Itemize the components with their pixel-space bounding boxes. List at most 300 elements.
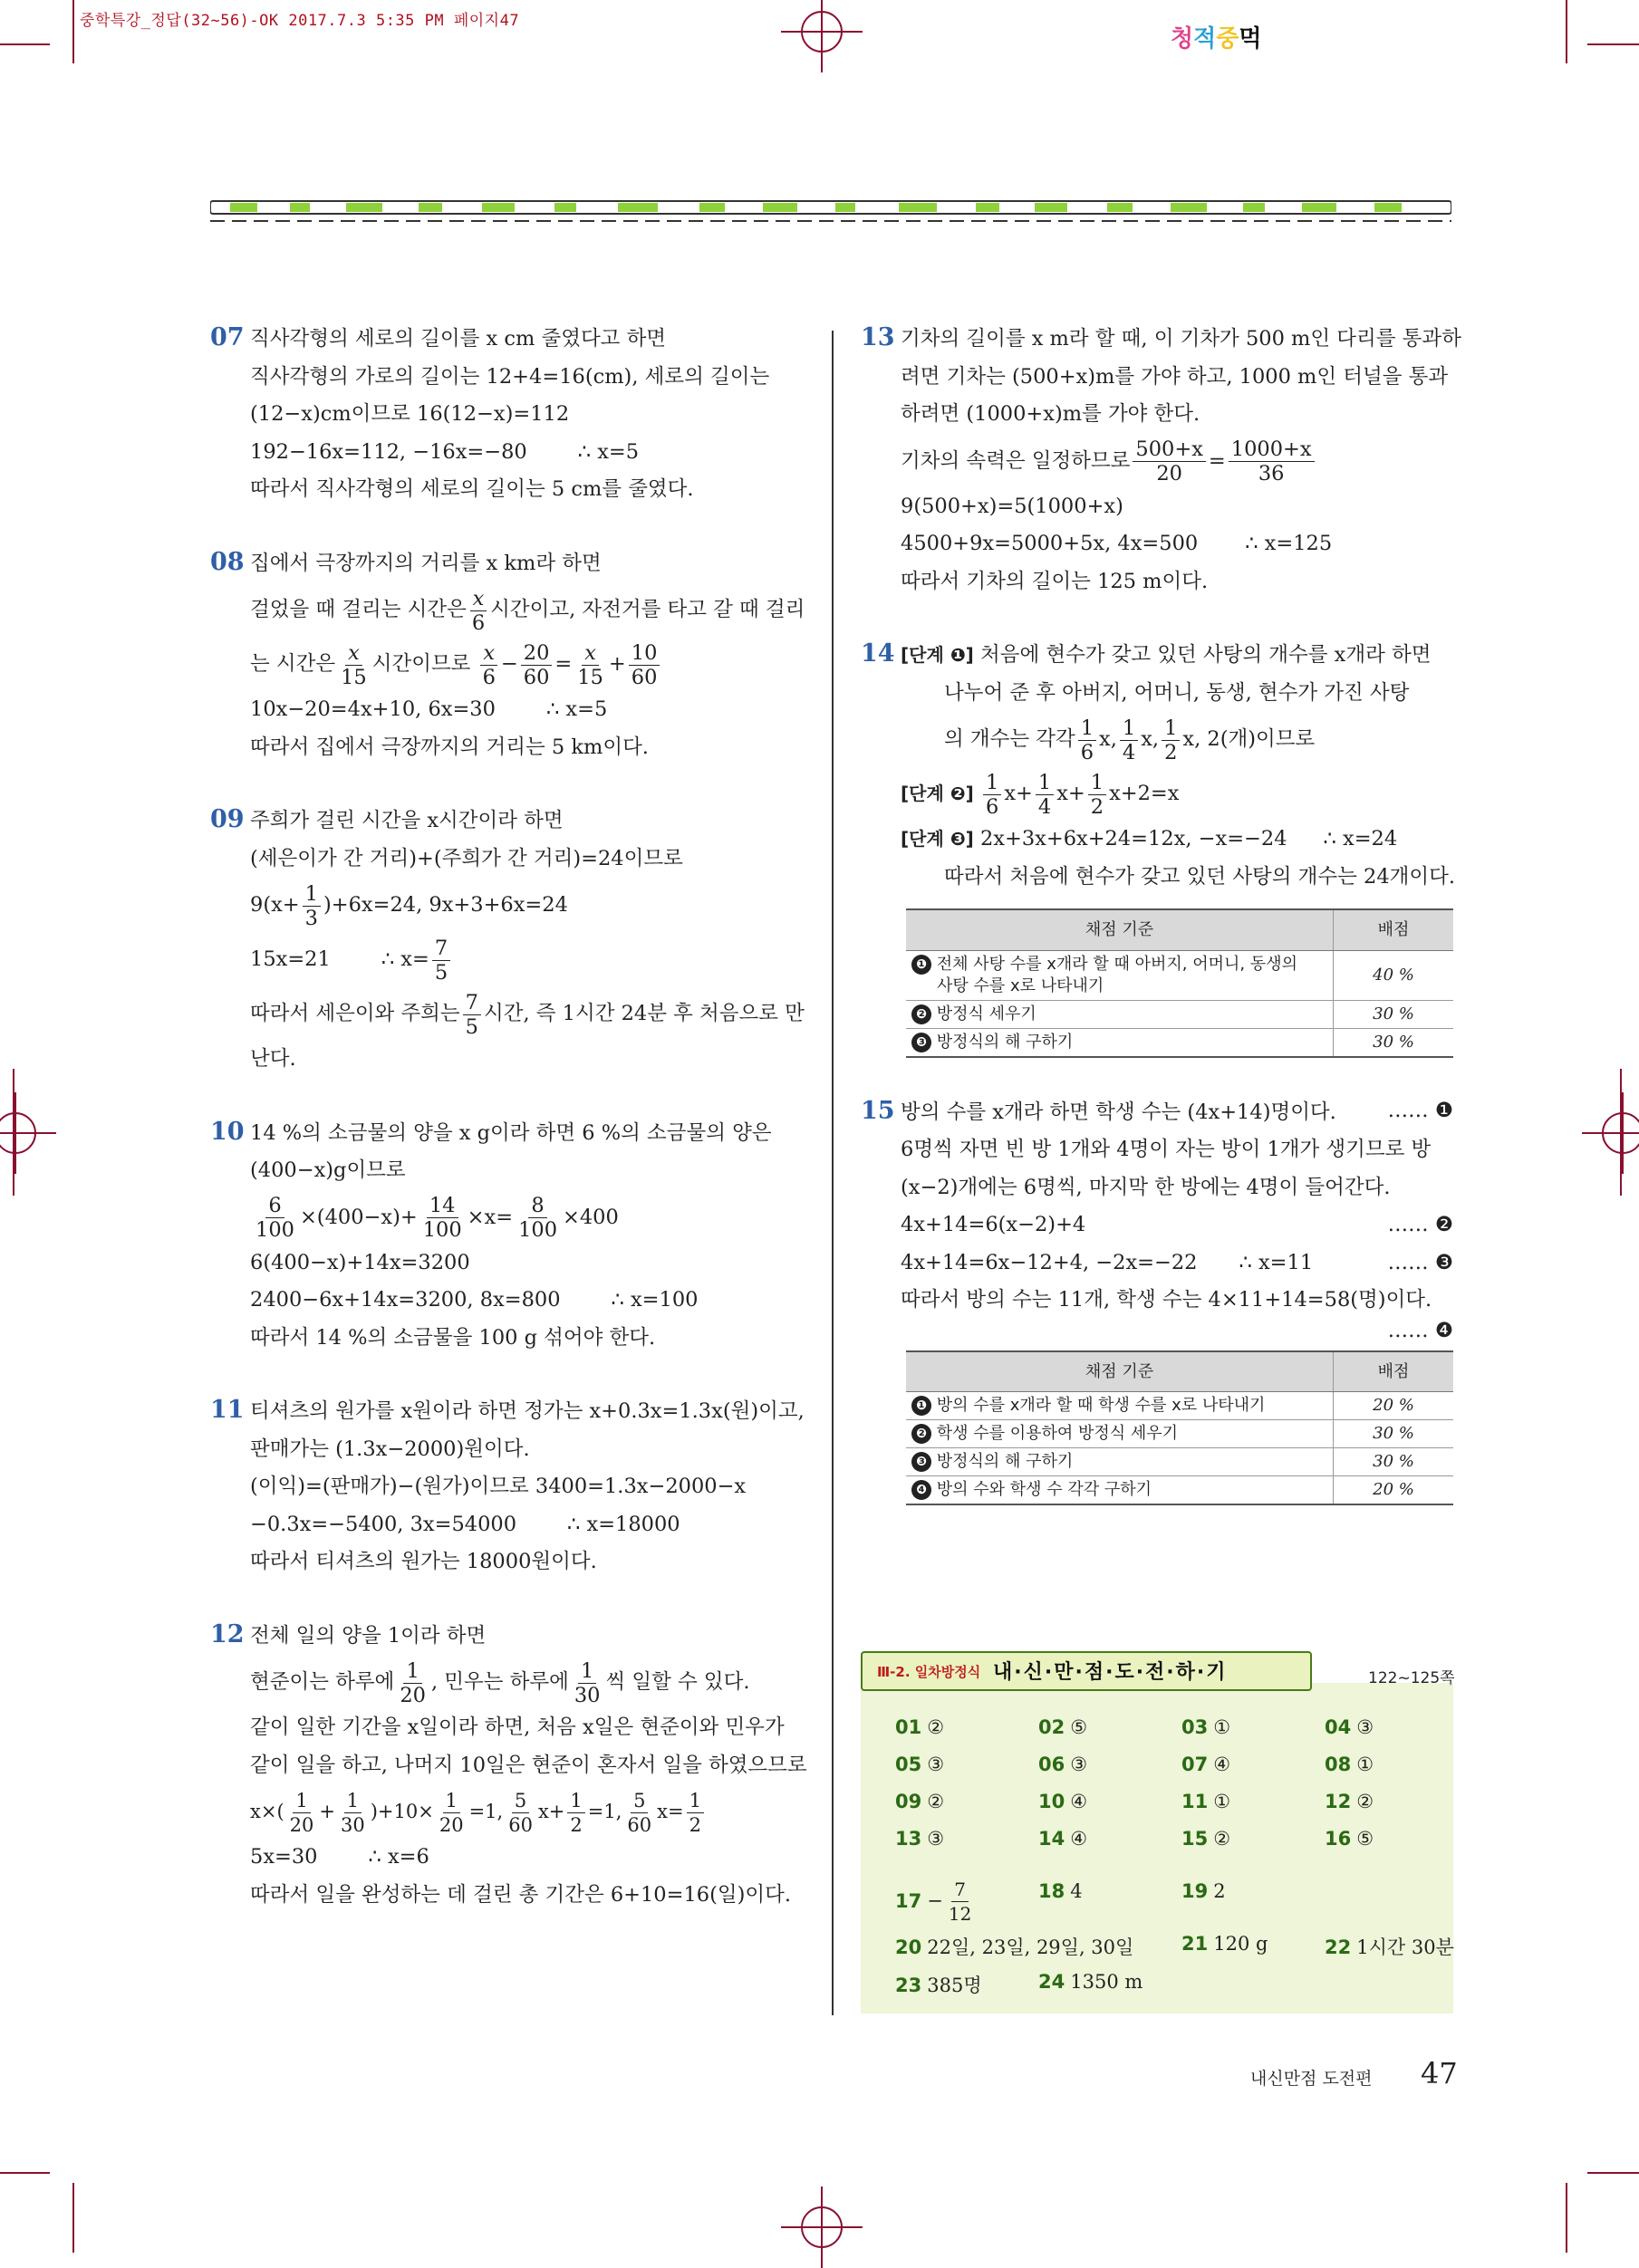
grading-table-14 <box>906 908 1453 1058</box>
crop-mark <box>1566 2183 1567 2253</box>
numerator: 1 <box>687 1789 704 1813</box>
answer-value: ④ <box>1070 1828 1088 1850</box>
operator: − <box>500 652 518 676</box>
fraction <box>946 1878 974 1926</box>
crop-mark <box>13 1069 14 1196</box>
answer-item <box>1038 1754 1087 1775</box>
circle-number: ❸ <box>911 1452 931 1472</box>
score-cell: 30 % <box>1334 1448 1454 1476</box>
problem-13 <box>861 319 1461 601</box>
cell-text: 방의 수와 학생 수 각각 구하기 <box>936 1480 1152 1499</box>
fraction <box>1120 716 1138 764</box>
answer-value: ⑤ <box>1070 1716 1088 1738</box>
solution: ∴ x=11 <box>1239 1250 1314 1274</box>
problem-number: 10 <box>210 1117 245 1146</box>
problem-number: 12 <box>210 1619 245 1648</box>
fraction <box>1229 437 1315 485</box>
answer-item <box>1325 1933 1454 1960</box>
text-line: (이익)=(판매가)−(원가)이므로 3400=1.3x−2000−x <box>250 1475 747 1498</box>
answer-number: 19 <box>1181 1880 1209 1902</box>
table-row <box>906 1028 1453 1057</box>
answer-value: ② <box>927 1791 945 1812</box>
answer-number: 22 <box>1325 1936 1352 1958</box>
answer-value: ③ <box>927 1754 945 1775</box>
operator: = <box>554 652 573 676</box>
table-row <box>906 1000 1453 1028</box>
section-tag: Ⅲ-2. 일차방정식 <box>877 1664 981 1680</box>
denominator: 6 <box>1080 740 1094 764</box>
numerator: 7 <box>951 1878 969 1902</box>
answer-number: 17 <box>895 1889 922 1912</box>
answer-item <box>895 1971 982 1998</box>
answer-value: 4 <box>1070 1880 1083 1902</box>
answer-item <box>895 1878 977 1926</box>
denominator: 30 <box>340 1814 365 1836</box>
numerator: 1 <box>293 1789 310 1813</box>
answer-number: 18 <box>1038 1880 1065 1902</box>
table-header: 채점 기준 <box>906 909 1334 950</box>
operator: x+ <box>1004 782 1033 805</box>
denominator: 5 <box>434 960 448 985</box>
table-row <box>906 1448 1453 1476</box>
text: 시간이므로 <box>371 652 471 676</box>
fraction <box>338 1789 368 1837</box>
numerator: 7 <box>432 937 450 961</box>
answer-item <box>1325 1716 1374 1738</box>
denominator: 2 <box>570 1814 583 1836</box>
text-line: (x−2)개에는 6명씩, 마지막 한 방에는 4명이 들어간다. <box>901 1175 1391 1199</box>
text-line: 따라서 기차의 길이는 125 m이다. <box>901 569 1209 593</box>
answer-value: 2 <box>1213 1880 1226 1902</box>
denominator: 36 <box>1258 462 1285 485</box>
numerator: 1 <box>1088 771 1106 795</box>
brand-char-2: 적 <box>1193 25 1217 53</box>
denominator: 60 <box>508 1814 533 1836</box>
problem-12 <box>210 1616 808 1915</box>
text-line: 직사각형의 가로의 길이는 12+4=16(cm), 세로의 길이는 <box>250 364 770 389</box>
circle-number: ❹ <box>911 1480 931 1500</box>
text-line: 기차의 길이를 x m라 할 때, 이 기차가 500 m인 다리를 통과하 <box>901 327 1461 351</box>
numerator: 1 <box>344 1789 362 1813</box>
step-marker: …… ❶ <box>1387 1098 1453 1122</box>
table-header: 배점 <box>1334 1351 1454 1392</box>
numerator: 1 <box>567 1789 584 1813</box>
equation: 192−16x=112, −16x=−80 <box>250 439 527 464</box>
denominator: 60 <box>627 1814 652 1836</box>
operator: )+10× <box>370 1801 434 1822</box>
answer-number: 02 <box>1038 1716 1065 1738</box>
denominator: 20 <box>400 1683 426 1707</box>
problem-number: 13 <box>861 323 895 351</box>
answer-number: 10 <box>1038 1791 1065 1812</box>
text-line: 판매가는 (1.3x−2000)원이다. <box>250 1437 530 1461</box>
circle-number: ❶ <box>911 1396 931 1416</box>
fraction <box>480 641 498 689</box>
operator: =1, <box>468 1801 504 1822</box>
answer-number: 09 <box>895 1791 922 1812</box>
answer-value: ④ <box>1070 1791 1088 1812</box>
answer-value: ① <box>1213 1791 1231 1812</box>
fraction <box>303 882 321 930</box>
answer-number: 04 <box>1325 1716 1352 1738</box>
answer-value: ③ <box>927 1828 945 1850</box>
text-line: 티셔츠의 원가를 x원이라 하면 정가는 x+0.3x=1.3x(원)이고, <box>250 1399 805 1423</box>
fraction <box>463 991 481 1039</box>
fraction <box>437 1789 467 1837</box>
problem-07 <box>210 319 808 509</box>
denominator: 20 <box>289 1814 314 1836</box>
brand-char-4: 먹 <box>1239 25 1262 53</box>
text-line: 따라서 집에서 극장까지의 거리는 5 km이다. <box>250 735 649 759</box>
problem-number: 08 <box>210 547 245 576</box>
text-line: 따라서 14 %의 소금물을 100 g 섞어야 한다. <box>250 1325 656 1350</box>
operator: x, <box>1141 727 1160 751</box>
problem-09 <box>210 801 808 1079</box>
column-divider <box>832 331 834 2015</box>
answer-number: 11 <box>1181 1791 1209 1812</box>
denominator: 20 <box>439 1814 464 1836</box>
operator: x+ <box>537 1801 565 1822</box>
answer-item <box>1038 1880 1083 1902</box>
text-line: 따라서 처음에 현수가 갖고 있던 사탕의 개수는 24개이다. <box>944 864 1456 889</box>
problem-number: 15 <box>861 1096 895 1125</box>
crop-mark <box>72 2183 74 2253</box>
circle-number: ❸ <box>911 1033 931 1052</box>
text: )+6x=24, 9x+3+6x=24 <box>323 893 568 917</box>
text: 기차의 속력은 일정하므로 <box>901 448 1131 473</box>
section-title: 내·신·만·점·도·전·하·기 <box>993 1661 1228 1684</box>
denominator: 60 <box>631 665 658 689</box>
grading-table-15 <box>906 1350 1453 1506</box>
numerator: 1000+x <box>1229 437 1315 462</box>
answer-value: 1시간 30분 <box>1356 1936 1454 1958</box>
numerator: 6 <box>265 1194 284 1218</box>
answer-item <box>1038 1971 1142 1993</box>
numerator: 1 <box>578 1659 596 1684</box>
score-cell: 20 % <box>1334 1476 1454 1505</box>
problem-08 <box>210 543 808 767</box>
numerator: 8 <box>528 1194 546 1218</box>
crop-mark <box>72 0 74 63</box>
equation: 5x=30 <box>250 1845 318 1869</box>
operator: x= <box>657 1801 684 1822</box>
numerator: x <box>345 641 362 666</box>
answer-number: 15 <box>1181 1828 1209 1850</box>
denominator: 15 <box>341 665 367 689</box>
solution: ∴ x=18000 <box>567 1512 680 1536</box>
step-label: [단계 ❶] <box>901 644 974 666</box>
answer-number: 20 <box>895 1936 922 1958</box>
table-header: 배점 <box>1334 909 1454 950</box>
numerator: 1 <box>1162 716 1180 741</box>
table-row <box>906 1476 1453 1505</box>
text-line: 주희가 걸린 시간을 x시간이라 하면 <box>250 809 564 832</box>
operator: x, <box>1099 727 1117 751</box>
answer-item <box>895 1791 944 1812</box>
book-title: 내신만점 도전편 <box>1250 2069 1373 2089</box>
answer-item <box>895 1716 944 1738</box>
fraction <box>624 1789 654 1837</box>
decorative-header-bar <box>210 197 1451 225</box>
answer-item <box>895 1754 944 1775</box>
text: x, 2(개)이므로 <box>1182 727 1316 751</box>
problem-15 <box>861 1092 1453 1506</box>
fraction <box>420 1194 465 1242</box>
denominator: 2 <box>1090 794 1104 819</box>
text-line: 하려면 (1000+x)m를 가야 한다. <box>901 402 1200 426</box>
answer-item <box>1038 1716 1087 1738</box>
answer-item <box>1181 1716 1230 1738</box>
answer-value: ③ <box>1070 1754 1088 1775</box>
numerator: 1 <box>403 1659 421 1684</box>
registration-mark-left <box>0 1112 36 1154</box>
registration-mark-top <box>801 11 843 53</box>
text-line: 6명씩 자면 빈 방 1개와 4명이 자는 방이 1개가 생기므로 방 <box>901 1138 1432 1161</box>
denominator: 4 <box>1122 740 1136 764</box>
fraction <box>574 641 606 689</box>
fraction <box>983 771 1001 819</box>
denominator: 3 <box>304 906 318 930</box>
numerator: 1 <box>1036 771 1054 795</box>
answer-number: 24 <box>1038 1971 1065 1993</box>
text: 씩 일할 수 있다. <box>605 1670 750 1694</box>
crop-mark <box>1587 43 1639 45</box>
solution: ∴ x= <box>381 947 429 971</box>
text-line: 6(400−x)+14x=3200 <box>250 1250 470 1274</box>
fraction <box>567 1789 584 1837</box>
fraction <box>1162 716 1180 764</box>
answer-item <box>1038 1791 1087 1812</box>
answer-value: ② <box>1213 1828 1231 1850</box>
answer-number: 07 <box>1181 1754 1209 1775</box>
answer-value: ③ <box>1356 1716 1374 1738</box>
problem-number: 07 <box>210 323 245 351</box>
denominator: 4 <box>1037 794 1052 819</box>
operator: = <box>1208 448 1226 473</box>
answer-number: 12 <box>1325 1791 1352 1812</box>
fraction <box>516 1194 560 1242</box>
answer-item <box>1181 1828 1230 1850</box>
text-line: 14 %의 소금물의 양을 x g이라 하면 6 %의 소금물의 양은 <box>250 1120 772 1145</box>
text-line: 려면 기차는 (500+x)m를 가야 하고, 1000 m인 터널을 통과 <box>901 364 1449 389</box>
text-line: 따라서 티셔츠의 원가는 18000원이다. <box>250 1550 597 1573</box>
answer-value: 385명 <box>927 1975 982 1996</box>
denominator: 12 <box>948 1903 972 1925</box>
answer-value: 1350 m <box>1070 1971 1143 1993</box>
answer-item <box>1181 1880 1226 1902</box>
answer-number: 13 <box>895 1828 922 1850</box>
score-cell: 30 % <box>1334 1420 1454 1448</box>
fraction <box>506 1789 535 1837</box>
numerator: 500+x <box>1133 437 1206 462</box>
equation: 10x−20=4x+10, 6x=30 <box>250 697 496 721</box>
answer-item <box>1038 1828 1087 1850</box>
numerator: 10 <box>629 641 660 666</box>
denominator: 60 <box>523 665 550 689</box>
operator: =1, <box>587 1801 622 1822</box>
answer-value: ② <box>1356 1791 1374 1812</box>
text-line: 전체 일의 양을 1이라 하면 <box>250 1623 487 1648</box>
numerator: 20 <box>521 641 553 666</box>
circle-number: ❶ <box>911 955 931 975</box>
brand-char-3: 중 <box>1216 25 1239 53</box>
denominator: 100 <box>422 1218 462 1242</box>
equation: 15x=21 <box>250 947 331 971</box>
text-line: 같이 일을 하고, 나머지 10일은 현준이 혼자서 일을 하였으므로 <box>250 1753 807 1777</box>
fraction <box>338 641 370 689</box>
step-label: [단계 ❷] <box>901 783 974 804</box>
denominator: 5 <box>465 1014 478 1039</box>
text-line: 따라서 직사각형의 세로의 길이는 5 cm를 줄였다. <box>250 477 694 501</box>
crop-mark <box>0 43 50 45</box>
answer-value: ② <box>927 1716 945 1738</box>
answer-item <box>1325 1754 1374 1775</box>
operator: ×(400−x)+ <box>299 1205 418 1229</box>
fraction <box>253 1194 297 1242</box>
answer-item <box>1325 1828 1374 1850</box>
score-cell: 30 % <box>1334 1028 1454 1057</box>
answer-value: 120 g <box>1213 1933 1268 1955</box>
cell-text: 방정식의 해 구하기 <box>936 1452 1074 1471</box>
fraction <box>521 641 553 689</box>
operator: x+ <box>1056 782 1085 805</box>
problem-11 <box>210 1391 808 1581</box>
answer-value: − <box>927 1889 943 1912</box>
text-line: (400−x)g이므로 <box>250 1158 406 1182</box>
step-marker: …… ❸ <box>1387 1250 1453 1274</box>
score-cell: 30 % <box>1334 1000 1454 1028</box>
answer-item <box>1181 1933 1268 1955</box>
numerator: 1 <box>983 771 1001 795</box>
numerator: x <box>582 641 599 666</box>
fraction <box>432 937 450 985</box>
answer-number: 14 <box>1038 1828 1065 1850</box>
text-line: 방의 수를 x개라 하면 학생 수는 (4x+14)명이다. <box>901 1100 1336 1124</box>
answer-number: 06 <box>1038 1754 1065 1775</box>
table-row <box>906 1420 1453 1448</box>
text: 9(x+ <box>250 893 300 917</box>
cell-text: 사탕 수를 x로 나타내기 <box>937 975 1104 995</box>
problem-number: 14 <box>861 639 895 668</box>
answer-number: 16 <box>1325 1828 1352 1850</box>
denominator: 2 <box>1164 740 1178 764</box>
left-column <box>210 319 808 1948</box>
text: 현준이는 하루에 <box>250 1670 395 1694</box>
answer-value: ① <box>1356 1754 1374 1775</box>
text-line: 집에서 극장까지의 거리를 x km라 하면 <box>250 551 602 575</box>
numerator: 1 <box>443 1789 460 1813</box>
cell-text: 방정식 세우기 <box>936 1004 1036 1023</box>
circle-number: ❷ <box>911 1424 931 1444</box>
answer-number: 03 <box>1181 1716 1209 1738</box>
answer-value: ① <box>1213 1716 1231 1738</box>
problem-number: 09 <box>210 805 245 833</box>
fraction <box>572 1659 603 1707</box>
text: 의 개수는 각각 <box>944 727 1075 751</box>
cell-text: 방의 수를 x개라 할 때 학생 수를 x로 나타내기 <box>936 1396 1266 1415</box>
text: 따라서 세은이와 주희는 <box>250 1002 460 1025</box>
solution: ∴ x=5 <box>545 697 608 721</box>
numerator: x <box>480 641 497 666</box>
denominator: 100 <box>518 1218 558 1242</box>
text-line: 따라서 일을 완성하는 데 걸린 총 기간은 6+10=16(일)이다. <box>250 1882 792 1907</box>
text: 시간이고, 자전거를 타고 갈 때 걸리 <box>490 598 805 621</box>
cell-text: 전체 사탕 수를 x개라 할 때 아버지, 어머니, 동생의 <box>936 954 1297 974</box>
equation: 4500+9x=5000+5x, 4x=500 <box>901 532 1199 555</box>
numerator: 1 <box>1078 716 1096 741</box>
equation: 2x+3x+6x+24=12x, −x=−24 <box>979 827 1287 850</box>
answer-item <box>1181 1754 1230 1775</box>
problem-number: 11 <box>210 1396 245 1424</box>
numerator: 14 <box>427 1194 458 1218</box>
circle-number: ❷ <box>911 1004 931 1024</box>
denominator: 6 <box>985 794 999 819</box>
text: , 민우는 하루에 <box>430 1670 569 1694</box>
table-header: 채점 기준 <box>906 1351 1334 1392</box>
numerator: 1 <box>303 882 321 907</box>
answer-number: 05 <box>895 1754 922 1775</box>
operator: + <box>608 652 626 676</box>
denominator: 100 <box>255 1218 294 1242</box>
solution: ∴ x=24 <box>1323 827 1398 850</box>
numerator: 7 <box>463 991 481 1015</box>
answer-key-header <box>861 1651 1312 1691</box>
denominator: 2 <box>689 1814 701 1836</box>
problem-14 <box>861 635 1456 1058</box>
text-line: 9(500+x)=5(1000+x) <box>901 494 1123 518</box>
numerator: 5 <box>631 1789 648 1813</box>
operator: x+2=x <box>1109 782 1180 805</box>
text-line: (세은이가 간 거리)+(주희가 간 거리)=24이므로 <box>250 846 683 870</box>
denominator: 6 <box>471 610 486 635</box>
answer-item <box>1325 1791 1374 1812</box>
score-cell: 20 % <box>1334 1392 1454 1420</box>
crop-mark <box>1566 0 1567 63</box>
denominator: 6 <box>482 665 496 689</box>
equation: −0.3x=−5400, 3x=54000 <box>250 1512 517 1536</box>
table-row <box>906 950 1453 1000</box>
text-line: 나누어 준 후 아버지, 어머니, 동생, 현수가 가진 사탕 <box>944 680 1410 705</box>
step-label: [단계 ❸] <box>901 828 974 850</box>
fraction <box>397 1659 429 1707</box>
fraction <box>1078 716 1096 764</box>
fraction <box>1133 437 1206 485</box>
numerator: x <box>470 587 487 611</box>
brand-char-1: 청 <box>1171 25 1194 53</box>
numerator: 1 <box>1120 716 1138 741</box>
fraction <box>1088 771 1106 819</box>
fraction <box>287 1789 317 1837</box>
answer-value: ④ <box>1213 1754 1231 1775</box>
text-line: 따라서 방의 수는 11개, 학생 수는 4×11+14=58(명)이다. <box>901 1288 1432 1312</box>
equation: 2400−6x+14x=3200, 8x=800 <box>250 1288 561 1312</box>
cell-text: 방정식의 해 구하기 <box>936 1032 1074 1052</box>
registration-mark-bottom <box>801 2206 843 2248</box>
operator: ×x= <box>467 1205 514 1229</box>
answer-value: ⑤ <box>1356 1828 1374 1850</box>
crop-mark <box>1587 2172 1639 2174</box>
text-line: 직사각형의 세로의 길이를 x cm 줄였다고 하면 <box>250 327 667 351</box>
text-line: 같이 일한 기간을 x일이라 하면, 처음 x일은 현준이와 민우가 <box>250 1715 785 1739</box>
operator: ×400 <box>563 1205 619 1229</box>
answer-value: 22일, 23일, 29일, 30일 <box>927 1936 1134 1958</box>
denominator: 20 <box>1156 462 1182 485</box>
solution: ∴ x=6 <box>368 1845 429 1869</box>
score-cell: 40 % <box>1334 950 1454 1000</box>
fraction <box>469 587 487 635</box>
answer-item <box>895 1933 1133 1960</box>
step-marker: …… ❹ <box>1387 1318 1453 1342</box>
